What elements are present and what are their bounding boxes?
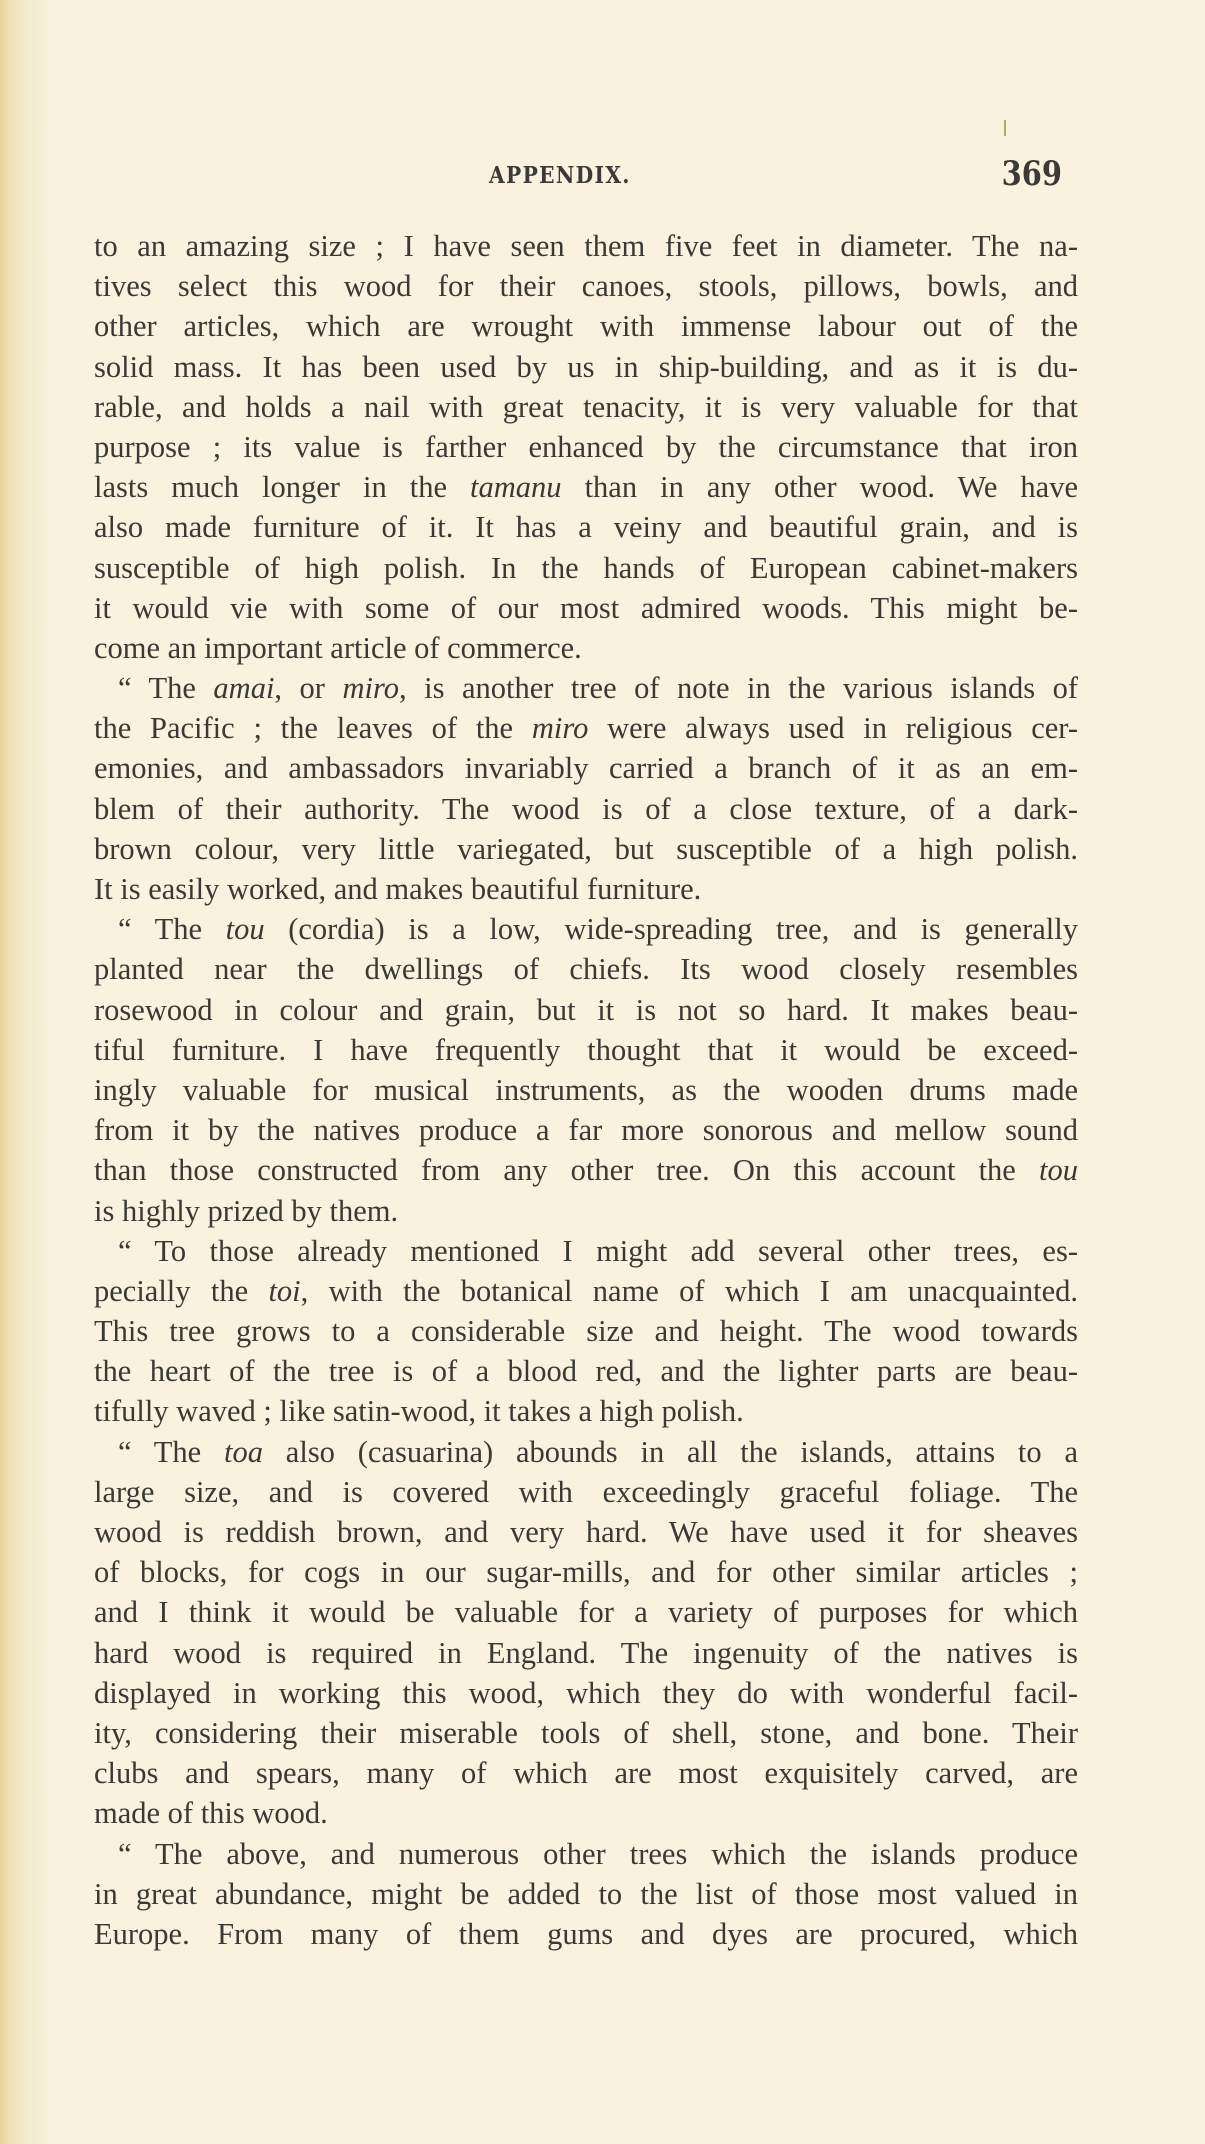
text-line: the heart of the tree is of a blood red, and the lighter parts are beau- xyxy=(94,1354,1078,1389)
text-line: tifully waved ; like satin-wood, it takes a high polish. xyxy=(94,1394,744,1429)
text-line: rosewood in colour and grain, but it is not so hard. It makes beau- xyxy=(94,992,1078,1027)
text-line: lasts much longer in the tamanu than in any other wood. We have xyxy=(94,470,1079,505)
text-line: the Pacific ; the leaves of the miro were always used in religious cer- xyxy=(94,711,1078,746)
text-line: Europe. From many of them gums and dyes are procured, which xyxy=(94,1916,1078,1951)
text-line: also made furniture of it. It has a veiny and beautiful grain, and is xyxy=(94,510,1078,545)
italic-term: toi xyxy=(268,1273,301,1308)
text-line: displayed in working this wood, which they do with wonderful facil- xyxy=(94,1675,1078,1710)
text-line: other articles, which are wrought with immense labour out of the xyxy=(94,309,1078,344)
text-line: susceptible of high polish. In the hands of European cabinet-makers xyxy=(94,550,1078,585)
text-line: solid mass. It has been used by us in ship-building, and as it is du- xyxy=(94,349,1078,384)
text-line: of blocks, for cogs in our sugar-mills, and for other similar articles ; xyxy=(94,1555,1078,1590)
paragraph xyxy=(94,1432,1078,1834)
text-line: is highly prized by them. xyxy=(94,1193,399,1228)
page-header xyxy=(94,150,1062,200)
text-line: “ The amai, or miro, is another tree of note in the various islands of xyxy=(118,671,1078,706)
text-line: from it by the natives produce a far more sonorous and mellow sound xyxy=(94,1113,1078,1148)
text-line: This tree grows to a considerable size and height. The wood towards xyxy=(94,1314,1078,1349)
page-number: 369 xyxy=(1001,154,1062,194)
italic-term: miro xyxy=(531,711,589,746)
text-line: pecially the toi, with the botanical name of which I am unacquainted. xyxy=(94,1273,1079,1308)
text-line: It is easily worked, and makes beautiful furniture. xyxy=(94,872,702,906)
text-line: clubs and spears, many of which are most exquisitely carved, are xyxy=(94,1756,1078,1791)
italic-term: miro xyxy=(342,671,399,706)
text-line: come an important article of commerce. xyxy=(94,630,582,665)
text-line: “ To those already mentioned I might add several other trees, es- xyxy=(118,1233,1078,1268)
text-line: “ The above, and numerous other trees which the islands produce xyxy=(118,1836,1078,1871)
body-text xyxy=(94,226,1078,1954)
text-line: large size, and is covered with exceedingly graceful foliage. The xyxy=(94,1474,1078,1509)
text-line: ingly valuable for musical instruments, as the wooden drums made xyxy=(94,1072,1078,1107)
text-line: rable, and holds a nail with great tenacity, it is very valuable for that xyxy=(94,389,1078,424)
text-line: made of this wood. xyxy=(94,1796,328,1831)
italic-term: toa xyxy=(224,1434,263,1469)
text-line: emonies, and ambassadors invariably carried a branch of it as an em- xyxy=(94,751,1078,786)
text-line: “ The tou (cordia) is a low, wide-spreading tree, and is generally xyxy=(118,912,1078,947)
text-line: to an amazing size ; I have seen them five feet in diameter. The na- xyxy=(94,229,1078,263)
text-line: it would vie with some of our most admired woods. This might be- xyxy=(94,590,1078,625)
italic-term: tou xyxy=(225,912,265,947)
running-head: APPENDIX. xyxy=(489,162,631,189)
text-line: than those constructed from any other tree. On this account the tou xyxy=(94,1153,1078,1188)
italic-term: tamanu xyxy=(470,470,562,505)
italic-term: amai xyxy=(213,671,275,706)
paragraph xyxy=(94,1834,1078,1955)
text-line: “ The toa also (casuarina) abounds in all the islands, attains to a xyxy=(118,1434,1078,1469)
text-line: hard wood is required in England. The ingenuity of the natives is xyxy=(94,1635,1078,1670)
italic-term: tou xyxy=(1039,1153,1078,1188)
text-line: planted near the dwellings of chiefs. Its wood closely resembles xyxy=(94,952,1078,987)
paragraph xyxy=(94,1231,1078,1432)
paragraph xyxy=(94,909,1078,1231)
paragraph xyxy=(94,226,1078,668)
text-line: in great abundance, might be added to the list of those most valued in xyxy=(94,1876,1078,1911)
text-line: ity, considering their miserable tools of shell, stone, and bone. Their xyxy=(94,1715,1078,1750)
text-line: wood is reddish brown, and very hard. We have used it for sheaves xyxy=(94,1515,1078,1549)
text-line: brown colour, very little variegated, but susceptible of a high polish. xyxy=(94,831,1078,866)
margin-mark xyxy=(1004,120,1006,136)
text-line: purpose ; its value is farther enhanced by the circumstance that iron xyxy=(94,429,1078,464)
paragraph xyxy=(94,668,1078,909)
text-line: and I think it would be valuable for a variety of purposes for which xyxy=(94,1595,1078,1630)
text-line: tives select this wood for their canoes, stools, pillows, bowls, and xyxy=(94,269,1078,304)
text-line: blem of their authority. The wood is of a close texture, of a dark- xyxy=(94,791,1078,826)
text-line: tiful furniture. I have frequently thought that it would be exceed- xyxy=(94,1032,1078,1067)
